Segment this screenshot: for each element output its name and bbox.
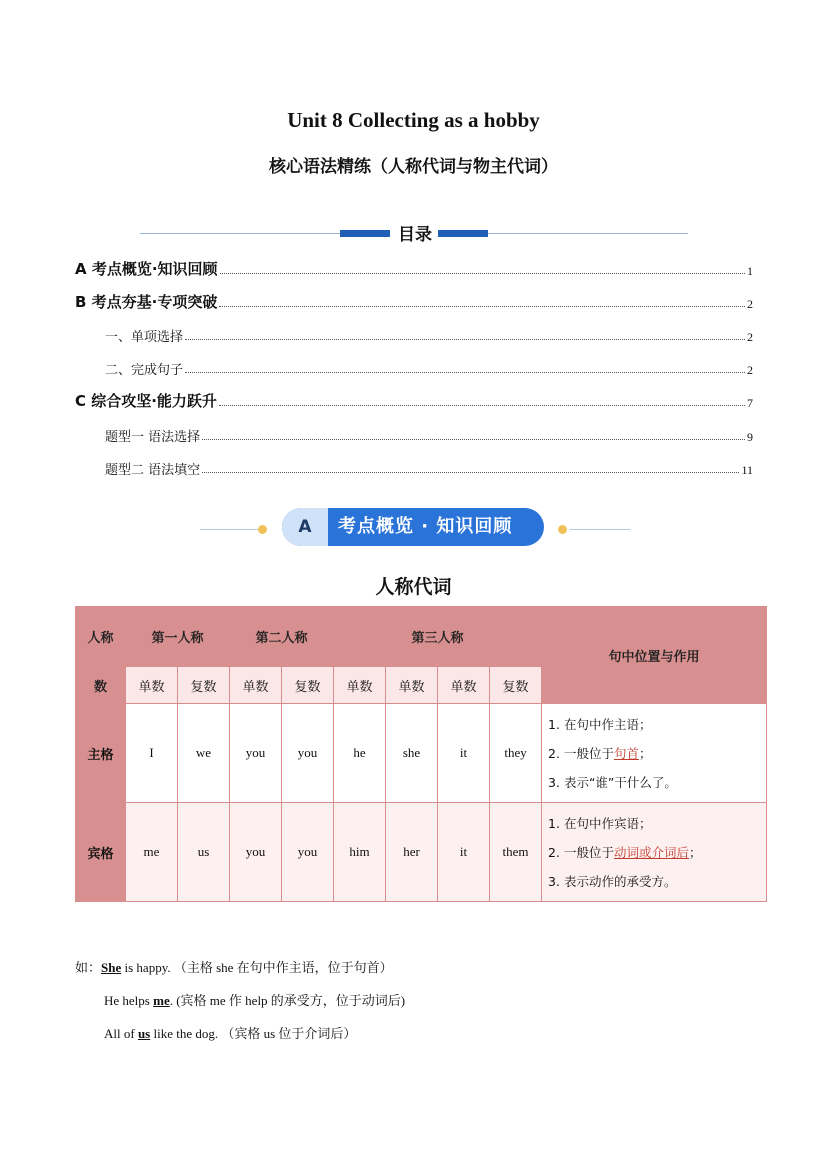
pronoun-cell: him [334, 803, 386, 902]
table-row-objective [76, 803, 767, 902]
number-cell: 单数 [126, 667, 178, 704]
section-banner [200, 508, 630, 548]
table-row-subjective [76, 704, 767, 803]
number-cell: 复数 [178, 667, 230, 704]
number-cell: 单数 [438, 667, 490, 704]
header-third-person: 第三人称 [334, 607, 542, 667]
toc-entry-page: 2 [747, 330, 753, 344]
toc-entry[interactable] [105, 358, 753, 378]
toc-entry-text: B 考点夯基·专项突破 [75, 293, 218, 311]
header-first-person: 第一人称 [126, 607, 230, 667]
example-line [75, 952, 405, 985]
toc-divider-right [488, 233, 688, 234]
toc-accent-left [340, 230, 390, 237]
banner-line-left [200, 529, 260, 530]
toc-header [140, 220, 688, 246]
toc-entry-page: 1 [747, 264, 753, 278]
pronoun-cell: he [334, 704, 386, 803]
pronoun-cell: you [230, 704, 282, 803]
number-cell: 单数 [334, 667, 386, 704]
number-cell: 复数 [490, 667, 542, 704]
usage-highlight: 动词或介词后 [613, 844, 689, 860]
toc-heading: 目录 [398, 225, 432, 245]
pronoun-cell: you [230, 803, 282, 902]
example-text: is happy. （主格 she 在句中作主语，位于句首） [121, 960, 393, 975]
pronoun-cell: we [178, 704, 230, 803]
toc-entry-page: 11 [741, 463, 753, 477]
pronoun-cell: you [282, 803, 334, 902]
example-text: He helps [104, 993, 154, 1008]
header-usage: 句中位置与作用 [542, 607, 767, 704]
number-cell: 单数 [230, 667, 282, 704]
pronoun-cell: us [178, 803, 230, 902]
usage-notes [542, 704, 767, 803]
usage-note [548, 838, 766, 867]
row-label: 主格 [76, 704, 126, 803]
usage-note: 1. 在句中作宾语； [548, 815, 652, 831]
pronoun-cell: me [126, 803, 178, 902]
usage-notes [542, 803, 767, 902]
example-line [75, 1018, 405, 1051]
example-text: like the dog. （宾格 us 位于介词后） [150, 1026, 357, 1041]
toc-entry[interactable] [105, 425, 753, 445]
toc-entry-text: A 考点概览·知识回顾 [75, 260, 218, 278]
header-second-person: 第二人称 [230, 607, 334, 667]
header-number: 数 [76, 667, 126, 704]
number-cell: 单数 [386, 667, 438, 704]
toc-entry-text: 题型一 语法选择 [105, 430, 201, 445]
banner-line-right [570, 529, 630, 530]
examples [75, 952, 405, 1051]
pronoun-cell: she [386, 704, 438, 803]
pronoun-table [75, 606, 767, 902]
document-title: Unit 8 Collecting as a hobby [287, 108, 540, 132]
toc-leader [220, 272, 745, 274]
toc-entry-page: 2 [747, 363, 753, 377]
row-label: 宾格 [76, 803, 126, 902]
usage-note-text: 2. 一般位于 [548, 844, 614, 860]
toc-entry-page: 9 [747, 430, 753, 444]
example-text: All of [104, 1026, 138, 1041]
banner-dot-left [258, 525, 267, 534]
toc-entry-page: 7 [747, 396, 753, 410]
pronoun-cell: it [438, 803, 490, 902]
example-keyword: me [153, 993, 170, 1008]
toc-entry-text: C 综合攻坚·能力跃升 [75, 392, 217, 410]
pronoun-cell: them [490, 803, 542, 902]
usage-note: 3. 表示动作的承受方。 [548, 873, 677, 889]
toc-entry[interactable] [75, 391, 753, 411]
usage-highlight: 句首 [613, 745, 639, 761]
toc-accent-right [438, 230, 488, 237]
example-text: . (宾格 me 作 help 的承受方，位于动词后) [169, 993, 406, 1008]
usage-note-text: ； [688, 844, 702, 860]
header-person: 人称 [76, 607, 126, 667]
toc-entry[interactable] [105, 325, 753, 345]
toc-entry-text: 题型二 语法填空 [105, 463, 201, 478]
section-title: 人称代词 [375, 576, 452, 598]
toc-leader [185, 371, 745, 373]
usage-note: 3. 表示“谁”干什么了。 [548, 774, 677, 790]
toc-leader [219, 404, 745, 406]
example-keyword: us [137, 1026, 151, 1041]
pronoun-cell: you [282, 704, 334, 803]
usage-note [548, 739, 766, 768]
toc-entry[interactable] [75, 292, 753, 312]
usage-note: 1. 在句中作主语； [548, 716, 652, 732]
toc-entry[interactable] [75, 259, 753, 279]
toc-entry-page: 2 [747, 297, 753, 311]
number-cell: 复数 [282, 667, 334, 704]
example-keyword: She [101, 960, 122, 975]
toc-entry-text: 一、单项选择 [105, 330, 184, 345]
banner-pill [282, 508, 544, 546]
usage-note-text: 2. 一般位于 [548, 745, 614, 761]
usage-note-text: ； [638, 745, 652, 761]
toc-leader [202, 438, 745, 440]
pronoun-cell: her [386, 803, 438, 902]
document-subtitle: 核心语法精练（人称代词与物主代词） [269, 157, 558, 177]
example-prefix: 如： [75, 961, 102, 976]
banner-dot-right [558, 525, 567, 534]
example-line [75, 985, 405, 1018]
pronoun-cell: I [126, 704, 178, 803]
pronoun-cell: it [438, 704, 490, 803]
toc-entry-text: 二、完成句子 [105, 363, 184, 378]
toc-leader [185, 338, 745, 340]
banner-text: 考点概览 · 知识回顾 [338, 516, 513, 537]
toc-leader [202, 471, 739, 473]
toc-leader [219, 305, 745, 307]
toc-entry[interactable] [105, 458, 753, 478]
pronoun-cell: they [490, 704, 542, 803]
toc-divider-left [140, 233, 340, 234]
banner-letter: A [282, 508, 328, 546]
